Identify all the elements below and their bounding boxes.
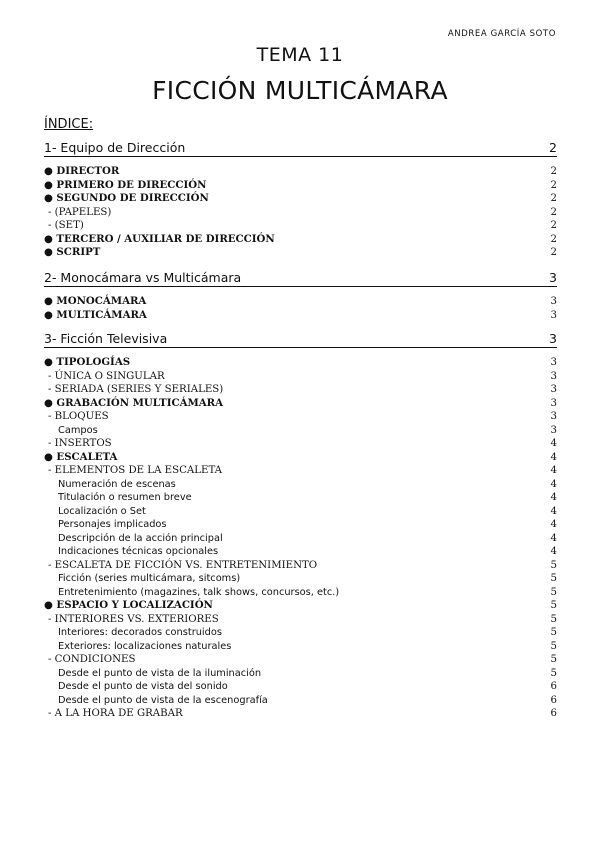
toc-entry-title: - INSERTOS — [48, 438, 112, 449]
toc-entry-title: Indicaciones técnicas opcionales — [58, 546, 219, 557]
toc-entry-page: 5 — [550, 640, 557, 652]
toc-section-2 — [44, 270, 557, 287]
toc-entry-title: Titulación o resumen breve — [58, 492, 192, 503]
toc-section-page: 2 — [549, 140, 557, 155]
index-heading: ÍNDICE: — [44, 117, 94, 132]
toc-entry-page: 5 — [550, 559, 557, 571]
toc-entry-page: 2 — [550, 247, 557, 258]
toc-entry-page: 3 — [550, 296, 557, 307]
toc-section-3 — [44, 331, 557, 348]
toc-entry — [44, 295, 557, 309]
toc-entry — [44, 464, 557, 478]
toc-entry-title: Personajes implicados — [58, 519, 167, 530]
toc-entry-title: Ficción (series multicámara, sitcoms) — [58, 573, 241, 584]
toc-entry-title: ● ESPACIO Y LOCALIZACIÓN — [44, 599, 213, 611]
toc-entry-title: ● TERCERO / AUXILIAR DE DIRECCIÓN — [44, 232, 275, 245]
toc-entry-title: ● PRIMERO DE DIRECCIÓN — [44, 178, 207, 191]
toc-entry-title: - INTERIORES VS. EXTERIORES — [48, 613, 219, 625]
toc-section-page: 3 — [549, 270, 557, 285]
toc-entry-page: 5 — [550, 586, 557, 598]
toc-entry — [44, 309, 557, 323]
toc-entry — [44, 370, 557, 384]
toc-entry-page: 6 — [550, 681, 557, 692]
toc-entry-page: 3 — [550, 397, 557, 409]
toc-entry — [44, 451, 557, 465]
toc-entry-page: 3 — [550, 370, 557, 382]
toc-entry-title: - CONDICIONES — [48, 654, 136, 665]
toc-entry-page: 6 — [550, 694, 557, 706]
toc-entry — [44, 437, 557, 451]
toc-entry — [44, 233, 557, 247]
toc-entry — [44, 532, 557, 546]
toc-entry — [44, 667, 557, 681]
toc-entry — [44, 640, 557, 654]
toc-entry — [44, 599, 557, 613]
toc-entry-page: 3 — [550, 384, 557, 395]
toc-entry-title: Exteriores: localizaciones naturales — [58, 640, 232, 652]
toc-entry-title: Entretenimiento (magazines, talk shows, concursos, etc.) — [58, 586, 340, 598]
toc-entry-title: ● MONOCÁMARA — [44, 295, 147, 307]
toc-section-title: 3- Ficción Televisiva — [44, 331, 168, 346]
toc-entry-title: ● TIPOLOGÍAS — [44, 356, 131, 368]
toc-entry-title: Campos — [58, 424, 98, 436]
toc-entry-page: 4 — [550, 546, 557, 557]
toc-entry-title: - (PAPELES) — [48, 206, 112, 218]
toc-entry — [44, 410, 557, 424]
toc-entry-page: 2 — [550, 179, 557, 191]
toc-entry-title: ● SEGUNDO DE DIRECCIÓN — [44, 192, 209, 204]
toc-entry — [44, 680, 557, 694]
toc-section-page: 3 — [549, 331, 557, 346]
toc-entry-title: Descripción de la acción principal — [58, 532, 223, 544]
toc-entry-page: 4 — [550, 519, 557, 530]
toc-entry-title: - (SET) — [48, 220, 84, 231]
toc-entry-title: - ESCALETA DE FICCIÓN VS. ENTRETENIMIENTO — [48, 559, 318, 571]
toc-entry — [44, 626, 557, 640]
toc-entry-page: 4 — [550, 532, 557, 544]
toc-entry-page: 3 — [550, 309, 557, 321]
toc-entry-page: 4 — [550, 438, 557, 449]
toc-entry-page: 5 — [550, 613, 557, 625]
toc-entry — [44, 478, 557, 492]
toc-entry-title: - BLOQUES — [48, 411, 109, 422]
document-title: FICCIÓN MULTICÁMARA — [152, 76, 448, 105]
toc-entry — [44, 397, 557, 411]
toc-entry — [44, 491, 557, 505]
toc-entry — [44, 586, 557, 600]
toc-entry-title: - ÚNICA O SINGULAR — [48, 370, 165, 382]
toc-entry — [44, 559, 557, 573]
toc-entry-page: 3 — [550, 357, 557, 368]
toc-entry-title: - ELEMENTOS DE LA ESCALETA — [48, 465, 223, 476]
toc-section-1 — [44, 140, 557, 157]
toc-entry-title: ● ESCALETA — [44, 450, 118, 463]
toc-entry — [44, 206, 557, 220]
toc-entry-page: 6 — [550, 708, 557, 719]
toc-entry-title: ● GRABACIÓN MULTICÁMARA — [44, 396, 224, 409]
toc-entry-title: Desde el punto de vista de la escenografía — [58, 694, 268, 706]
toc-section-title: 1- Equipo de Dirección — [44, 140, 186, 155]
toc-entry-page: 5 — [550, 627, 557, 638]
toc-entry-page: 2 — [550, 233, 557, 245]
toc-entry-page: 3 — [550, 411, 557, 422]
toc-entry-title: Localización o Set — [58, 505, 146, 517]
toc-entry — [44, 545, 557, 559]
toc-entry — [44, 653, 557, 667]
toc-entry-page: 4 — [550, 492, 557, 503]
toc-entry — [44, 518, 557, 532]
toc-entry-page: 4 — [550, 451, 557, 463]
toc-entry-title: - SERIADA (SERIES Y SERIALES) — [48, 384, 224, 395]
toc-entry — [44, 694, 557, 708]
toc-section-title: 2- Monocámara vs Multicámara — [44, 270, 242, 285]
toc-entry — [44, 165, 557, 179]
toc-entry — [44, 356, 557, 370]
toc-entry-title: ● MULTICÁMARA — [44, 308, 147, 321]
toc-entry-title: Desde el punto de vista de la iluminación — [58, 667, 262, 679]
toc-entry-page: 5 — [550, 654, 557, 665]
toc-entry-page: 2 — [550, 193, 557, 204]
toc-entry-title: Desde el punto de vista del sonido — [58, 681, 228, 692]
toc-entry-page: 4 — [550, 505, 557, 517]
toc-entry — [44, 219, 557, 233]
toc-entry — [44, 246, 557, 260]
toc-entry-title: - A LA HORA DE GRABAR — [48, 708, 183, 719]
author-name: ANDREA GARCÍA SOTO — [447, 29, 556, 39]
toc-entry — [44, 505, 557, 519]
toc-entry-page: 3 — [550, 424, 557, 436]
toc-entry-title: Numeración de escenas — [58, 478, 176, 490]
toc-entry-title: ● DIRECTOR — [44, 165, 120, 177]
toc-entry-page: 2 — [550, 166, 557, 177]
toc-entry — [44, 424, 557, 438]
toc-entry — [44, 707, 557, 721]
toc-entry-page: 4 — [550, 465, 557, 476]
toc-entry-page: 2 — [550, 206, 557, 218]
toc-entry — [44, 179, 557, 193]
topic-number-title: TEMA 11 — [256, 44, 344, 66]
toc-entry — [44, 613, 557, 627]
toc-entry-page: 5 — [550, 667, 557, 679]
toc-entry-title: ● SCRIPT — [44, 246, 101, 258]
toc-entry-page: 2 — [550, 220, 557, 231]
toc-entry — [44, 192, 557, 206]
toc-entry-page: 5 — [550, 600, 557, 611]
toc-entry — [44, 572, 557, 586]
toc-entry-page: 4 — [550, 478, 557, 490]
toc-entry — [44, 383, 557, 397]
toc-entry-title: Interiores: decorados construidos — [58, 627, 222, 638]
toc-entry-page: 5 — [550, 573, 557, 584]
